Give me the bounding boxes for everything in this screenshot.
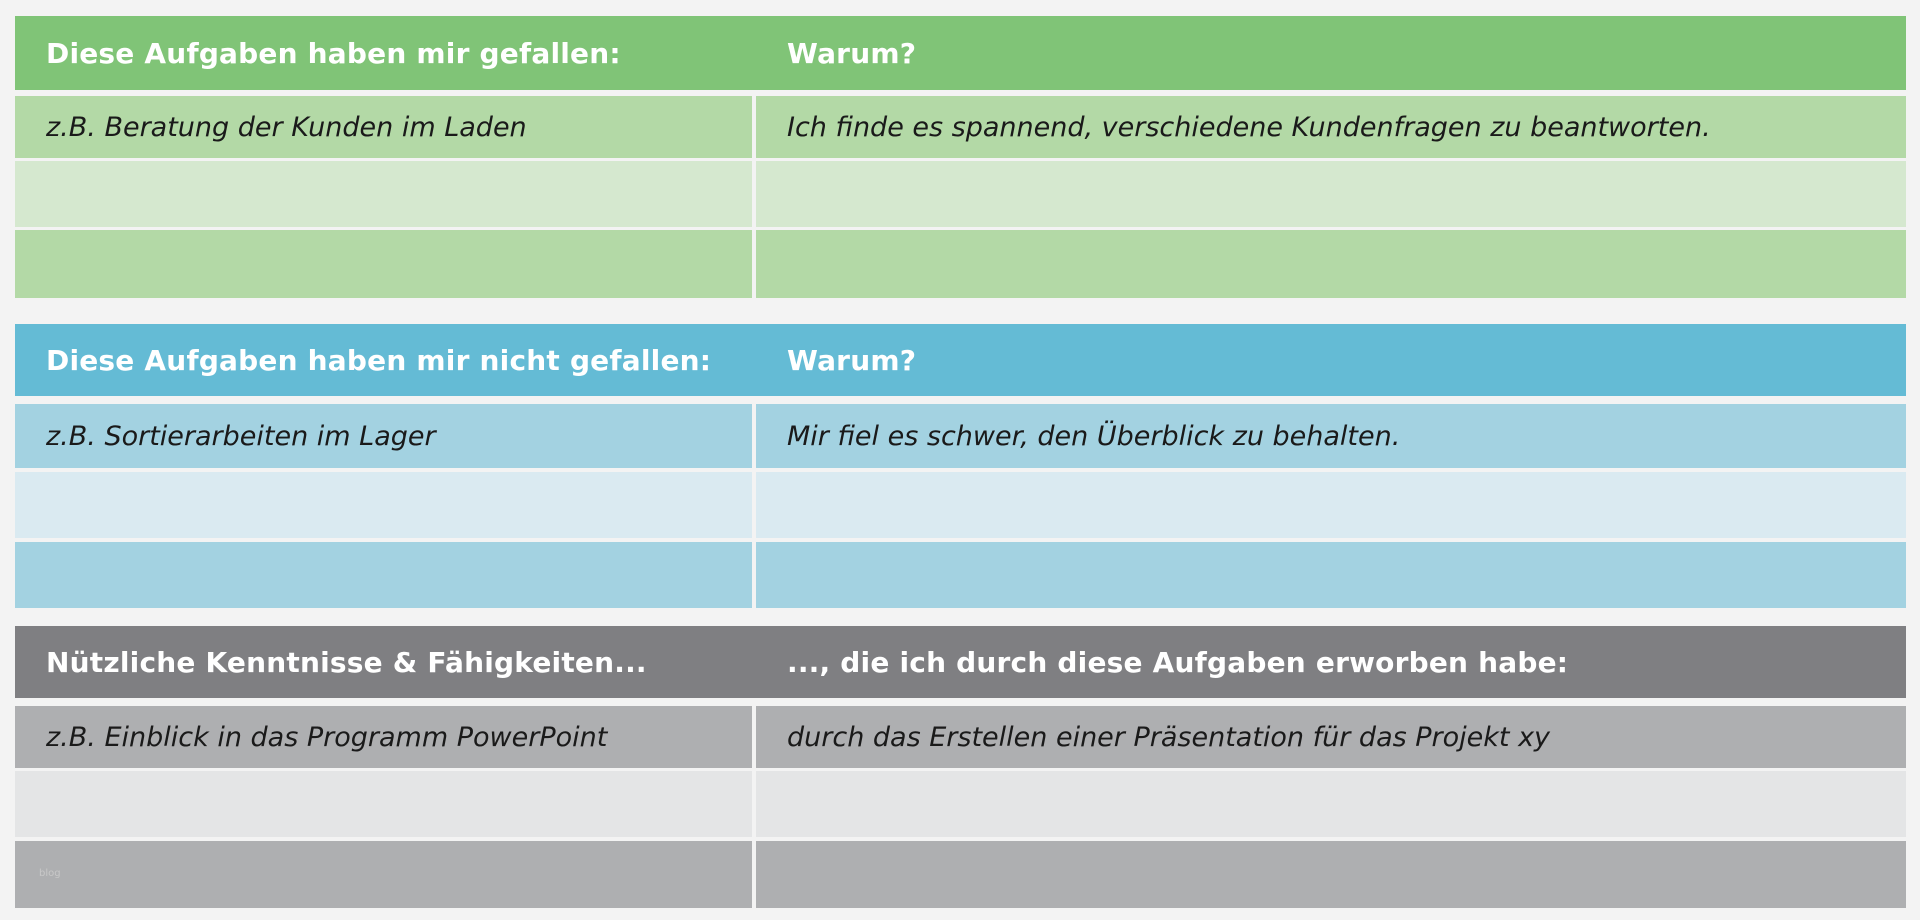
task-cell: [15, 542, 752, 608]
table-row: [15, 230, 1906, 298]
reason-cell: Mir fiel es schwer, den Überblick zu behalten.: [756, 404, 1906, 468]
table-row: [15, 161, 1906, 227]
table-row: [15, 404, 1906, 468]
task-cell: z.B. Sortierarbeiten im Lager: [15, 404, 752, 468]
skill-cell: [15, 771, 752, 837]
header-tasks-label: Diese Aufgaben haben mir nicht gefallen:: [46, 343, 712, 377]
reason-cell: [756, 230, 1906, 298]
acquired-cell: [756, 841, 1906, 908]
section-disliked-tasks: [15, 324, 1906, 608]
task-cell: [15, 472, 752, 538]
section-header: [15, 324, 1906, 396]
reason-cell: [756, 161, 1906, 227]
task-cell: [15, 230, 752, 298]
table-row: [15, 96, 1906, 158]
header-skills-label: Nützliche Kenntnisse & Fähigkeiten...: [46, 645, 647, 679]
acquired-cell: [756, 771, 1906, 837]
reason-cell: Ich finde es spannend, verschiedene Kundenfragen zu beantworten.: [756, 96, 1906, 158]
task-cell: z.B. Beratung der Kunden im Laden: [15, 96, 752, 158]
table-row: [15, 771, 1906, 837]
skill-cell: [15, 841, 752, 908]
table-row: [15, 472, 1906, 538]
table-row: [15, 841, 1906, 908]
header-why-label: Warum?: [787, 36, 917, 70]
header-acquired-label: ..., die ich durch diese Aufgaben erworben habe:: [787, 645, 1569, 679]
reason-cell: [756, 542, 1906, 608]
header-why-label: Warum?: [787, 343, 917, 377]
section-liked-tasks: [15, 16, 1906, 298]
reason-cell: [756, 472, 1906, 538]
table-row: [15, 542, 1906, 608]
section-header: [15, 626, 1906, 698]
task-cell: [15, 161, 752, 227]
watermark-text: blog: [39, 868, 61, 879]
section-skills: [15, 626, 1906, 908]
acquired-cell: durch das Erstellen einer Präsentation für das Projekt xy: [756, 706, 1906, 768]
section-header: [15, 16, 1906, 90]
header-tasks-label: Diese Aufgaben haben mir gefallen:: [46, 36, 621, 70]
skill-cell: z.B. Einblick in das Programm PowerPoint: [15, 706, 752, 768]
table-row: [15, 706, 1906, 768]
